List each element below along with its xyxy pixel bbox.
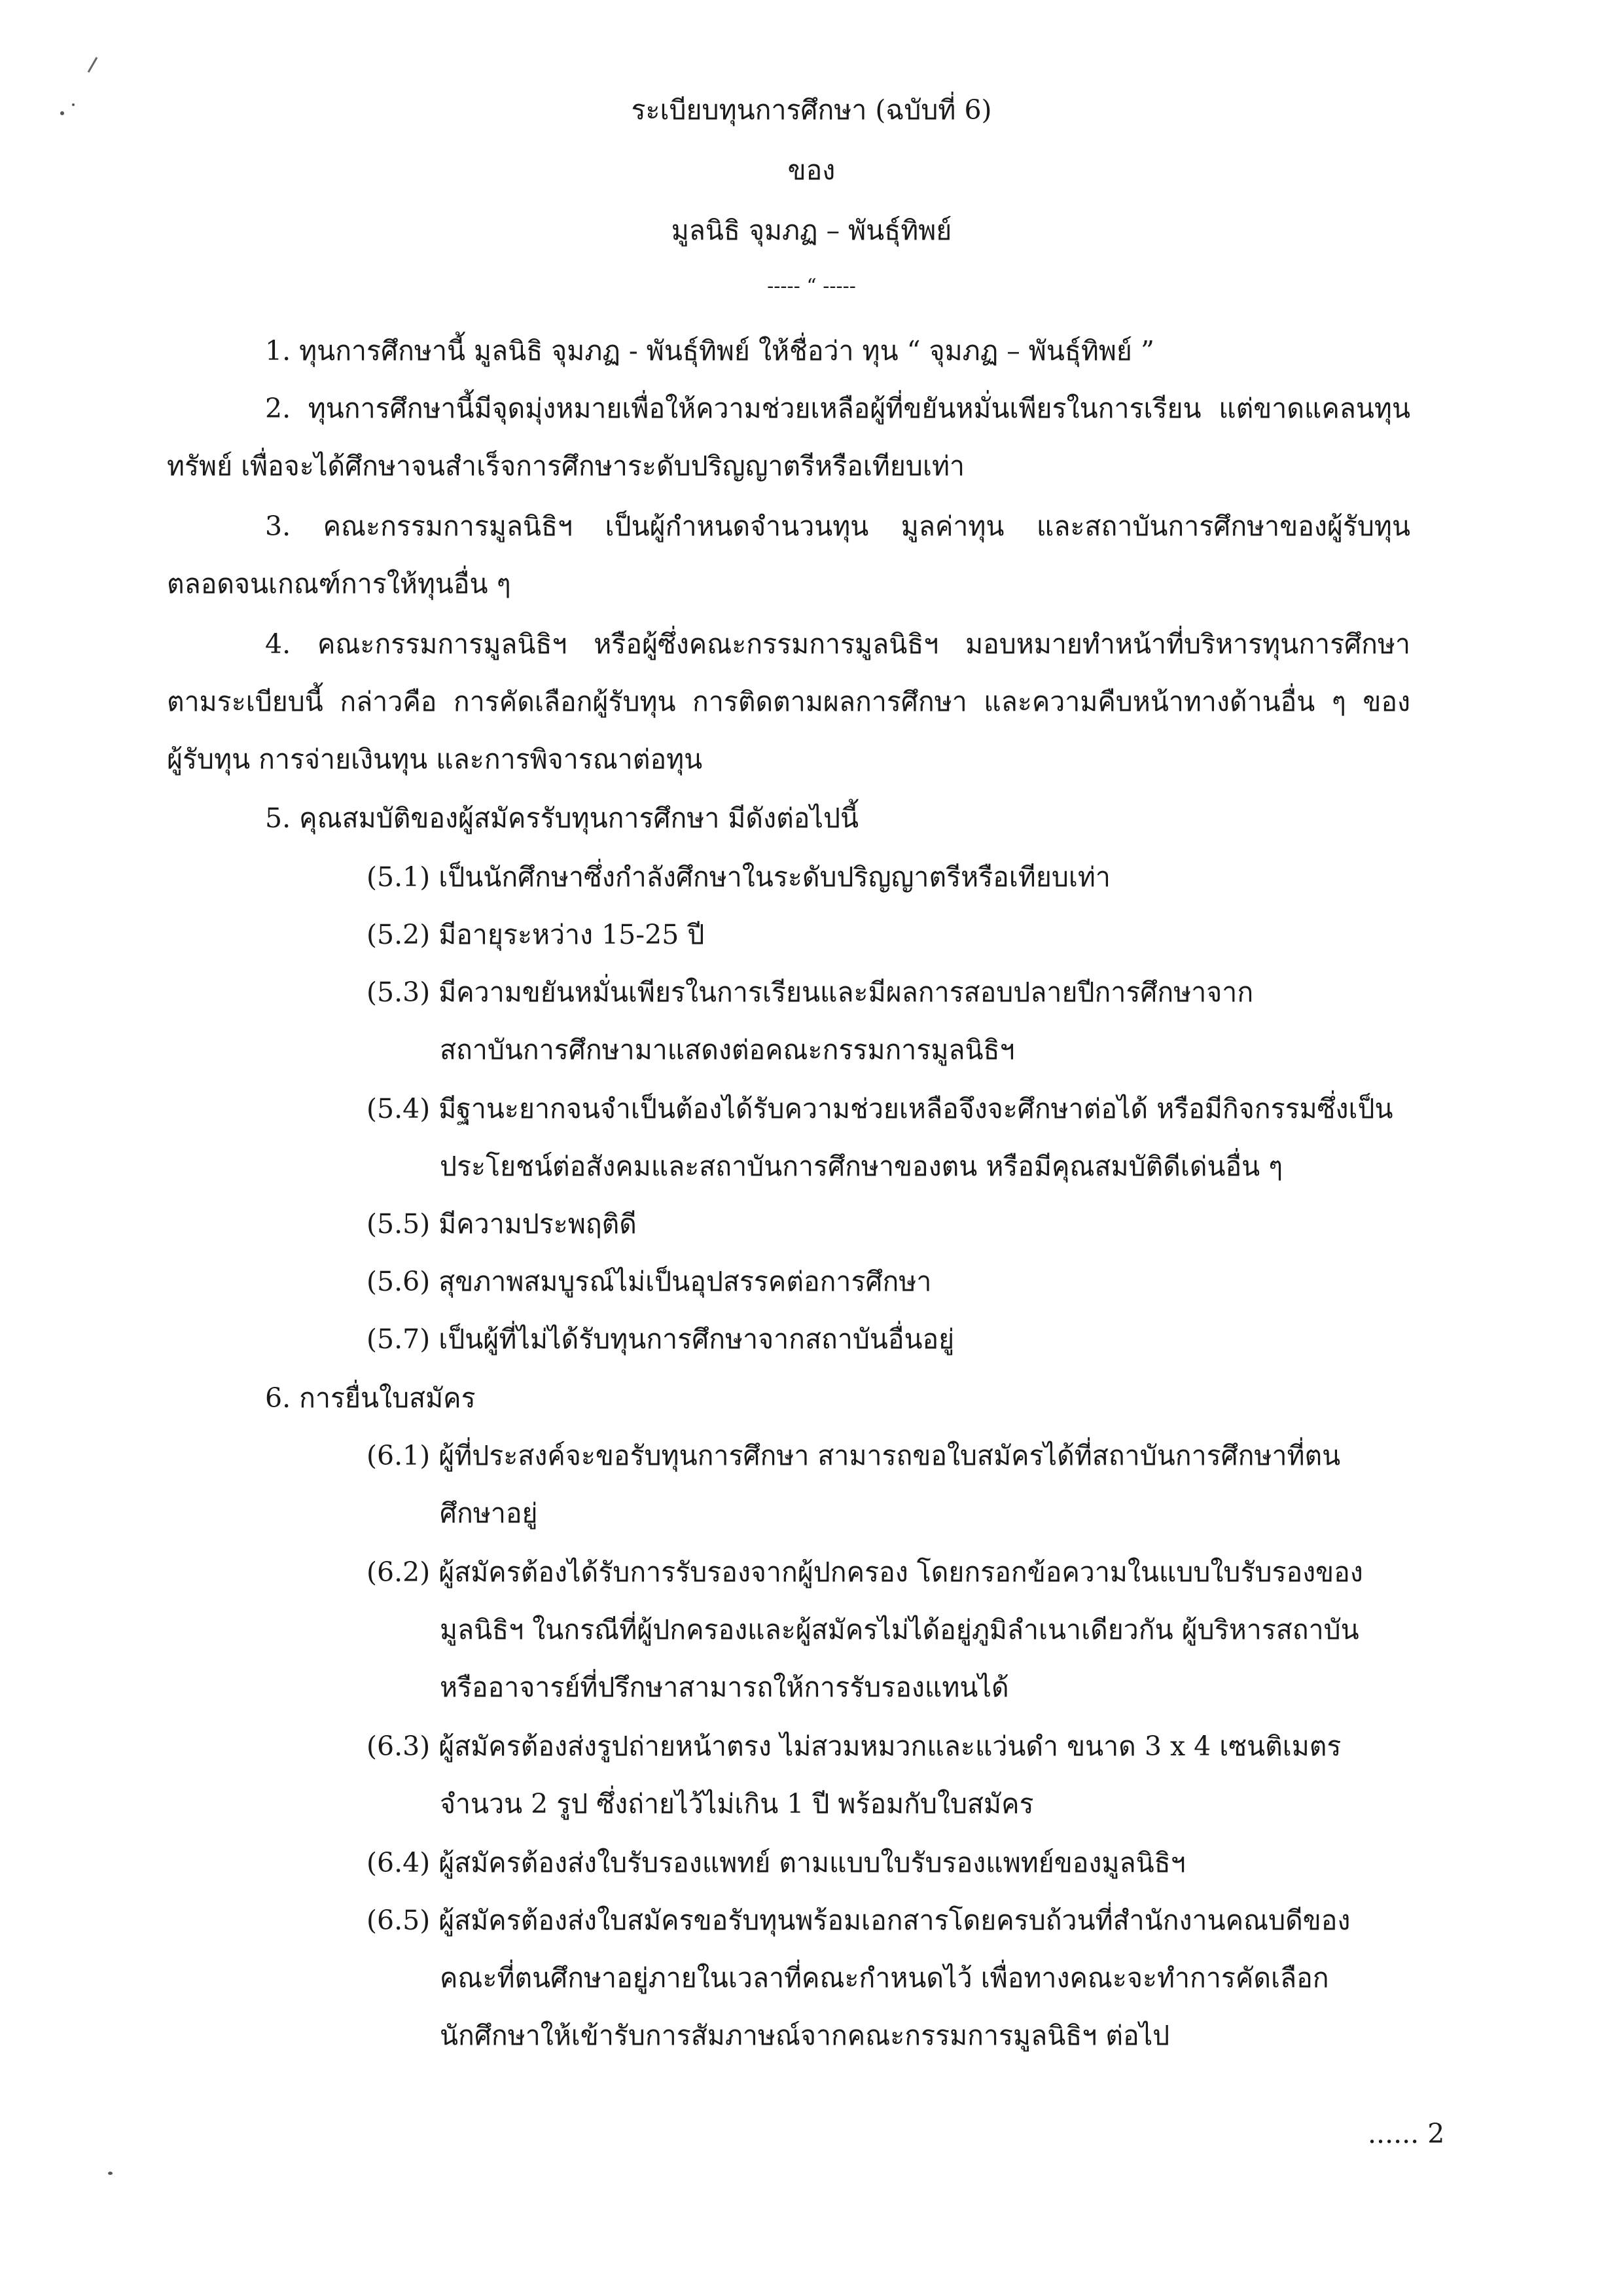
foundation-name: มูลนิธิ จุมภฏ – พันธุ์ทิพย์: [671, 215, 952, 246]
clause-4-line-1: 4. คณะกรรมการมูลนิธิฯ หรือผู้ซึ่งคณะกรรมการมูลนิธิฯ มอบหมายทำหน้าที่บริหารทุนการศึกษา: [265, 628, 1410, 660]
clause-5-4-line-2: ประโยชน์ต่อสังคมและสถาบันการศึกษาของตน หรือมีคุณสมบัติดีเด่นอื่น ๆ: [440, 1151, 1283, 1182]
clause-1: 1. ทุนการศึกษานี้ มูลนิธิ จุมภฏ - พันธุ์ทิพย์ ให้ชื่อว่า ทุน “ จุมภฏ – พันธุ์ทิพย์ ”: [265, 335, 1154, 367]
clause-5-5: (5.5) มีความประพฤติดี: [366, 1208, 637, 1240]
next-page-indicator: ...... 2: [1368, 2118, 1445, 2149]
clause-6-5-line-2: คณะที่ตนศึกษาอยู่ภายในเวลาที่คณะกำหนดไว้ เพื่อทางคณะจะทำการคัดเลือก: [440, 1962, 1329, 1994]
scan-mark: [88, 57, 98, 73]
clause-6: 6. การยื่นใบสมัคร: [265, 1382, 476, 1414]
clause-6-2-line-1: (6.2) ผู้สมัครต้องได้รับการรับรองจากผู้ปกครอง โดยกรอกข้อความในแบบใบรับรองของ: [366, 1556, 1363, 1588]
clause-3-line-2: ตลอดจนเกณฑ์การให้ทุนอื่น ๆ: [167, 568, 511, 600]
header-separator: ----- “ -----: [767, 275, 856, 298]
clause-5-3-line-2: สถาบันการศึกษามาแสดงต่อคณะกรรมการมูลนิธิฯ: [440, 1034, 1015, 1066]
document-subtitle-of: ของ: [787, 154, 836, 186]
clause-5-2: (5.2) มีอายุระหว่าง 15-25 ปี: [366, 919, 705, 950]
clause-6-4: (6.4) ผู้สมัครต้องส่งใบรับรองแพทย์ ตามแบบใบรับรองแพทย์ของมูลนิธิฯ: [366, 1847, 1186, 1878]
clause-6-2-line-2: มูลนิธิฯ ในกรณีที่ผู้ปกครองและผู้สมัครไม่ได้อยู่ภูมิลำเนาเดียวกัน ผู้บริหารสถาบัน: [440, 1614, 1359, 1645]
clause-6-1-line-1: (6.1) ผู้ที่ประสงค์จะขอรับทุนการศึกษา สามารถขอใบสมัครได้ที่สถาบันการศึกษาที่ตน: [366, 1440, 1341, 1471]
clause-2-line-1: 2. ทุนการศึกษานี้มีจุดมุ่งหมายเพื่อให้ความช่วยเหลือผู้ที่ขยันหมั่นเพียรในการเรียน แต่ขาดแคลนทุน: [265, 393, 1410, 424]
document-title: ระเบียบทุนการศึกษา (ฉบับที่ 6): [631, 94, 992, 126]
clause-6-2-line-3: หรืออาจารย์ที่ปรึกษาสามารถให้การรับรองแทนได้: [440, 1672, 1009, 1703]
clause-6-5-line-3: นักศึกษาให้เข้ารับการสัมภาษณ์จากคณะกรรมการมูลนิธิฯ ต่อไป: [440, 2020, 1170, 2051]
clause-5-3-line-1: (5.3) มีความขยันหมั่นเพียรในการเรียนและมีผลการสอบปลายปีการศึกษาจาก: [366, 977, 1254, 1008]
clause-5-1: (5.1) เป็นนักศึกษาซึ่งกำลังศึกษาในระดับปริญญาตรีหรือเทียบเท่า: [366, 861, 1111, 893]
clause-5-6: (5.6) สุขภาพสมบูรณ์ไม่เป็นอุปสรรคต่อการศึกษา: [366, 1266, 932, 1297]
scan-speck: [108, 2172, 113, 2175]
clause-6-3-line-1: (6.3) ผู้สมัครต้องส่งรูปถ่ายหน้าตรง ไม่สวมหมวกและแว่นดำ ขนาด 3 x 4 เซนติเมตร: [366, 1731, 1342, 1762]
clause-6-5-line-1: (6.5) ผู้สมัครต้องส่งใบสมัครขอรับทุนพร้อมเอกสารโดยครบถ้วนที่สำนักงานคณบดีของ: [366, 1905, 1351, 1936]
clause-2-line-2: ทรัพย์ เพื่อจะได้ศึกษาจนสำเร็จการศึกษาระดับปริญญาตรีหรือเทียบเท่า: [167, 450, 965, 482]
clause-6-1-line-2: ศึกษาอยู่: [440, 1498, 538, 1529]
clause-5: 5. คุณสมบัติของผู้สมัครรับทุนการศึกษา มีดังต่อไปนี้: [265, 802, 859, 834]
clause-4-line-2: ตามระเบียบนี้ กล่าวคือ การคัดเลือกผู้รับทุน การติดตามผลการศึกษา และความคืบหน้าทางด้านอื่น ๆ ของ: [167, 686, 1410, 717]
clause-5-4-line-1: (5.4) มีฐานะยากจนจำเป็นต้องได้รับความช่วยเหลือจึงจะศึกษาต่อได้ หรือมีกิจกรรมซึ่งเป็น: [366, 1093, 1393, 1124]
clause-3-line-1: 3. คณะกรรมการมูลนิธิฯ เป็นผู้กำหนดจำนวนทุน มูลค่าทุน และสถาบันการศึกษาของผู้รับทุน: [265, 511, 1410, 542]
clause-4-line-3: ผู้รับทุน การจ่ายเงินทุน และการพิจารณาต่อทุน: [167, 744, 703, 775]
clause-6-3-line-2: จำนวน 2 รูป ซึ่งถ่ายไว้ไม่เกิน 1 ปี พร้อมกับใบสมัคร: [440, 1788, 1034, 1820]
clause-5-7: (5.7) เป็นผู้ที่ไม่ได้รับทุนการศึกษาจากสถาบันอื่นอยู่: [366, 1323, 955, 1355]
